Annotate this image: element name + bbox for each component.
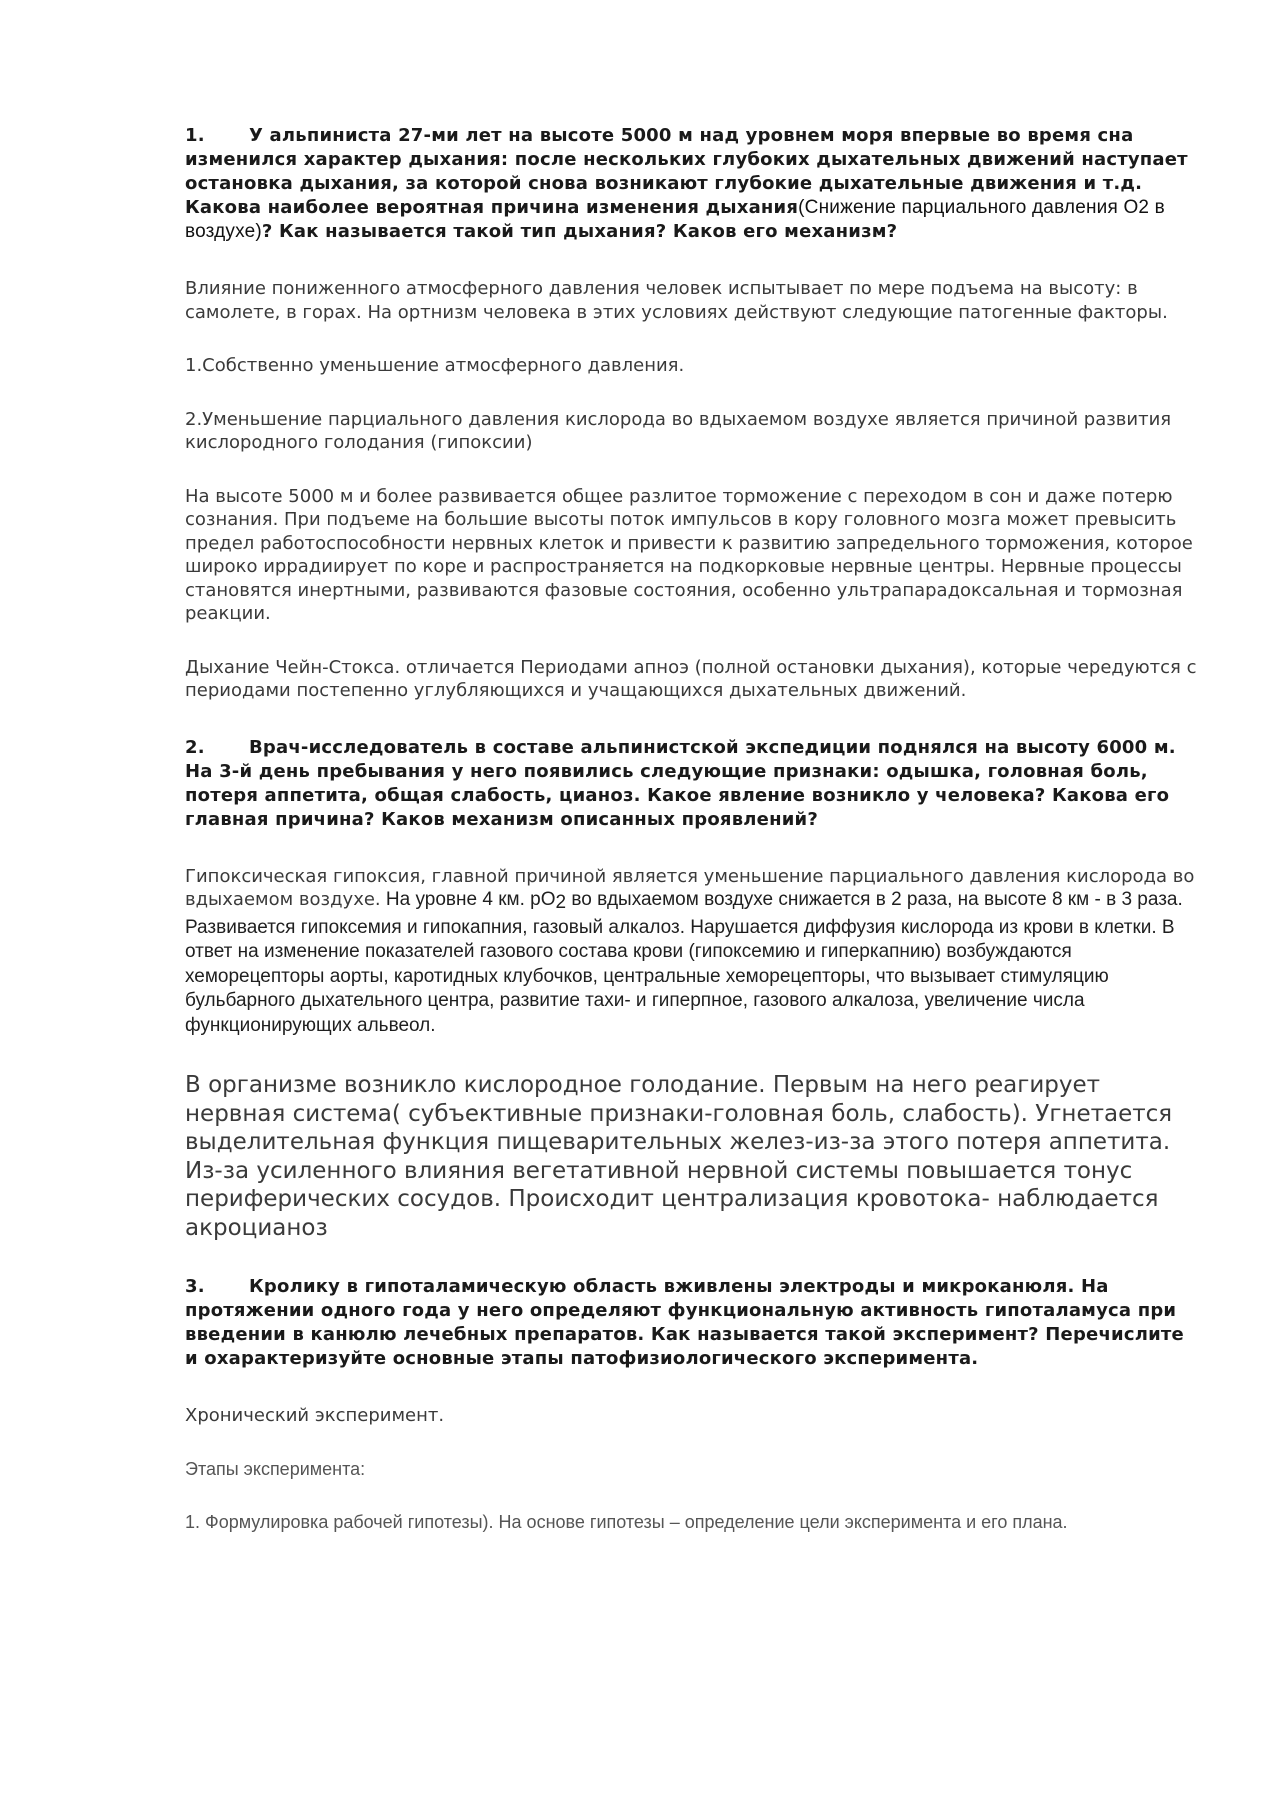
- answer-2-paragraph-1-arial-b: во вдыхаемом воздухе снижается в 2 раза, на высоте 8 км - в 3 раза. Развивается гипоксемия и гипокапния, газовый алкалоз. Нарушается диффузия кислорода из крови в клетки. В ответ на изменение показателей газового состава крови (гипоксемию и гиперкапнию) возбуждаются хеморецепторы аорты, каротидных клубочков, центральные хеморецепторы, что вызывает стимуляцию бульбарного дыхательного центра, развитие тахи- и гиперпное, газового алкалоза, увеличение числа функционирующих альвеол.: [185, 889, 1183, 1036]
- answer-1-paragraph-5: Дыхание Чейн-Стокса. отличается Периодами апноэ (полной остановки дыхания), которые чередуются с периодами постепенно углубляющихся и учащающихся дыхательных движений.: [185, 656, 1197, 701]
- answer-1-paragraph-4: На высоте 5000 м и более развивается общее разлитое торможение с переходом в сон и даже потерю сознания. При подъеме на большие высоты поток импульсов в кору головного мозга может превысить предел работоспособности нервных клеток и привести к развитию запредельного торможения, которое широко иррадиирует по коре и распространяется на подкорковые нервные центры. Нервные процессы становятся инертными, развиваются фазовые состояния, особенно ультрапарадоксальная и тормозная реакции.: [185, 485, 1193, 624]
- answer-2-paragraph-1-arial-a: На уровне 4 км. pO: [380, 889, 556, 910]
- question-2-text: Врач-исследователь в составе альпинистской экспедиции поднялся на высоту 6000 м. На 3-й день пребывания у него появились следующие признаки: одышка, головная боль, потеря аппетита, общая слабость, цианоз. Какое явление возникло у человека? Какова его главная причина? Каков механизм описанных проявлений?: [185, 736, 1176, 830]
- question-3-number: 3.: [185, 1276, 205, 1297]
- answer-3-paragraph-2: Этапы эксперимента:: [185, 1458, 366, 1479]
- question-1-text-end: ? Как называется такой тип дыхания? Каков его механизм?: [261, 221, 898, 242]
- answer-3-paragraph-3: 1. Формулировка рабочей гипотезы). На основе гипотезы – определение цели эксперимента и его плана.: [185, 1511, 1068, 1532]
- answer-1-paragraph-3: 2.Уменьшение парциального давления кислорода во вдыхаемом воздухе является причиной развития кислородного голодания (гипоксии): [185, 408, 1172, 453]
- question-2-number: 2.: [185, 736, 205, 758]
- question-2: [185, 736, 1200, 832]
- answer-1-paragraph-2: 1.Собственно уменьшение атмосферного давления.: [185, 355, 685, 376]
- question-3: [185, 1275, 1200, 1371]
- question-1-text: У альпиниста 27-ми лет на высоте 5000 м над уровнем моря впервые во время сна изменился характер дыхания: после нескольких глубоких дыхательных движений наступает остановка дыхания, за которой снова возникают глубокие дыхательные движения и т.д. Какова наиболее вероятная причина изменения дыхания: [185, 125, 1188, 218]
- document-page: [185, 124, 1200, 1534]
- answer-1-paragraph-1: Влияние пониженного атмосферного давления человек испытывает по мере подъема на высоту: в самолете, в горах. На ортнизм человека в этих условиях действуют следующие патогенные факторы.: [185, 278, 1168, 323]
- answer-2-paragraph-1: [185, 865, 1200, 1039]
- question-1-number: 1.: [185, 125, 205, 146]
- answer-3-paragraph-1: Хронический эксперимент.: [185, 1405, 445, 1426]
- answer-2-paragraph-1-start: Гипоксическая гипоксия, главной причиной является уменьшение парциального давления кислорода во вдыхаемом воздухе.: [185, 865, 1195, 910]
- question-1-insert: (Снижение парциального давления О2 в воздухе): [185, 197, 1165, 242]
- answer-2-subscript: 2: [555, 892, 567, 913]
- question-3-text: Кролику в гипоталамическую область вживлены электроды и микроканюля. На протяжении одного года у него определяют функциональную активность гипоталамуса при введении в канюлю лечебных препаратов. Как называется такой эксперимент? Перечислите и охарактеризуйте основные этапы патофизиологического эксперимента.: [185, 1276, 1184, 1369]
- answer-2-paragraph-2: В организме возникло кислородное голодание. Первым на него реагирует нервная система( субъективные признаки-головная боль, слабость). Угнетается выделительная функция пищеварительных желез-из-за этого потеря аппетита. Из-за усиленного влияния вегетативной нервной системы повышается тонус периферических сосудов. Происходит централизация кровотока- наблюдается акроцианоз: [185, 1072, 1173, 1241]
- question-1: [185, 124, 1200, 244]
